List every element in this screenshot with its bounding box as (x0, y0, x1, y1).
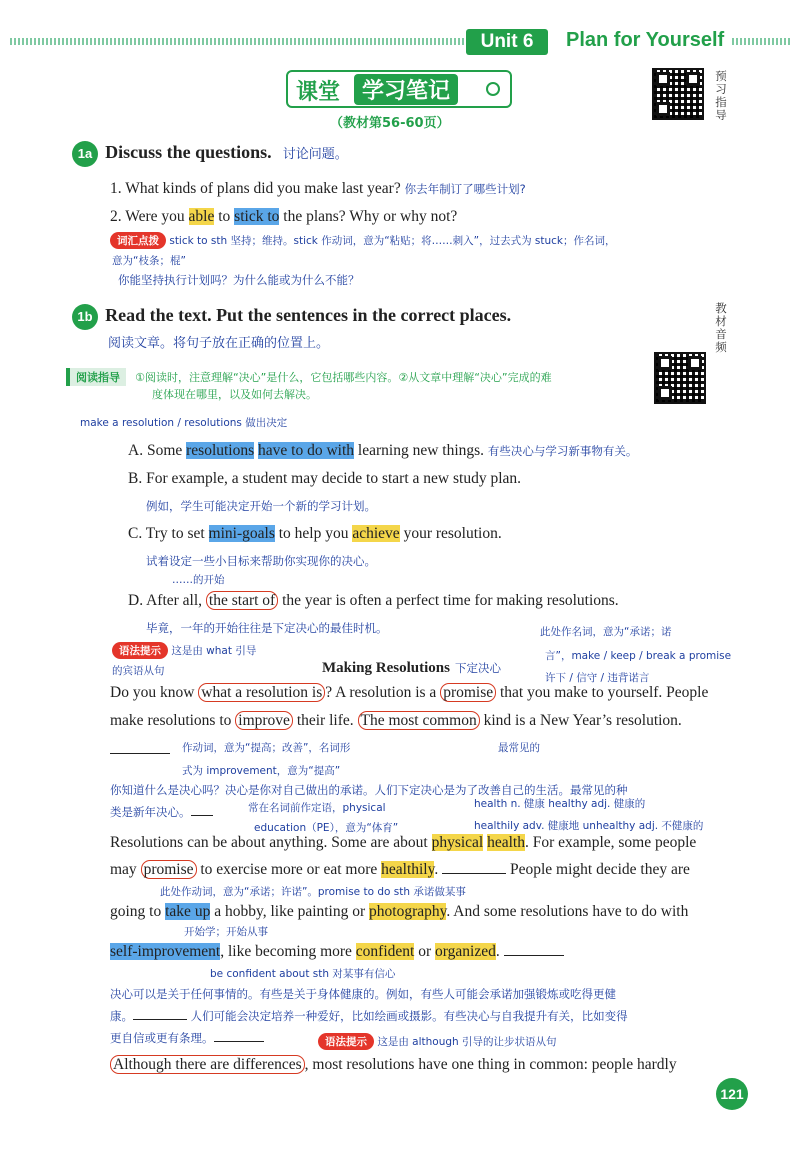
confident-note: be confident about sth 对某事有信心 (210, 968, 396, 980)
option-d (128, 592, 619, 610)
grammar-tag-2: 语法提示 (318, 1033, 374, 1050)
article-zh-2: 决心可以是关于任何事情的。有些是关于身体健康的。例如，有些人可能会承诺加强锻炼或吃得更健 (110, 987, 616, 1001)
physical-note-1: 常在名词前作定语，physical (248, 802, 386, 814)
most-common-note: 最常见的 (498, 742, 540, 754)
opt-a-part: learning new things. (354, 442, 485, 459)
circled-although-clause: Although there are differences (110, 1055, 305, 1074)
article-zh-3b-text: 人们可能会决定培养一种爱好，比如绘画或摄影。有些决心与自我提升有关，比如变得 (190, 1009, 628, 1023)
grammar-note-2 (318, 1033, 557, 1050)
health-note-2: healthily adv. 健康地 unhealthy adj. 不健康的 (474, 820, 704, 832)
article-zh-1b-text: 类是新年决心。 (110, 805, 191, 819)
highlight-confident: confident (355, 943, 415, 960)
reading-guide (66, 366, 552, 386)
art-part: ? A resolution is a (325, 684, 441, 701)
banner-right: 学习笔记 (354, 74, 458, 105)
art-part: kind is a New Year’s resolution. (479, 712, 682, 729)
article-zh-1: 你知道什么是决心吗？决心是你对自己做出的承诺。人们下定决心是为了改善自己的生活。最常见的种 (110, 783, 628, 797)
art-part: may (110, 861, 141, 878)
highlight-photography: photography (369, 903, 447, 920)
grammar-note-1 (112, 642, 256, 659)
art-part: . (495, 943, 504, 960)
opt-c-part: your resolution. (399, 525, 502, 542)
header-dotted-line (10, 38, 465, 45)
q2-part: 2. Were you (110, 208, 189, 225)
page-number: 121 (716, 1078, 748, 1110)
header-dotted-line-right (732, 38, 790, 45)
vocab-note-2: 意为“枝条；棍” (112, 255, 186, 267)
grammar-note-2-text: 这是由 although 引导的让步状语从句 (377, 1036, 557, 1048)
highlight-stick-to: stick to (234, 208, 280, 225)
q2-part: to (214, 208, 235, 225)
answer-blank-3[interactable] (504, 944, 564, 956)
opt-d-part: D. After all, (128, 592, 206, 609)
art-part: or (414, 943, 436, 960)
answer-blank-zh-2 (133, 1008, 187, 1020)
circled-promise-verb: promise (141, 860, 197, 879)
answer-blank-zh-1 (191, 804, 213, 816)
article-line-2 (110, 712, 682, 730)
article-line-3 (110, 834, 696, 852)
highlight-organized: organized (435, 943, 496, 960)
opt-a-part: A. Some (128, 442, 187, 459)
improve-note-1: 作动词，意为“提高；改善”，名词形 (182, 742, 351, 754)
highlight-have-to-do-with: have to do with (258, 442, 355, 459)
art-part: that you make to yourself. People (496, 684, 709, 701)
answer-blank-zh-3 (214, 1030, 264, 1042)
banner-left: 课堂 (296, 80, 341, 105)
section-1a-title: Discuss the questions. (105, 142, 272, 162)
article-zh-3 (110, 1008, 628, 1024)
section-badge-1a: 1a (72, 141, 98, 167)
article-line-6 (110, 943, 564, 961)
article-zh-4 (110, 1030, 264, 1046)
article-line-4 (110, 861, 690, 879)
highlight-physical: physical (431, 834, 484, 851)
question-2-zh: 你能坚持执行计划吗？为什么能或为什么不能？ (118, 273, 360, 287)
section-1b-title: Read the text. Put the sentences in the correct places. (105, 305, 512, 325)
section-1a-title-zh: 讨论问题。 (282, 147, 348, 162)
vocab-note (110, 232, 616, 249)
section-1b-title-zh: 阅读文章。将句子放在正确的位置上。 (108, 336, 330, 351)
health-note-1: health n. 健康 healthy adj. 健康的 (474, 798, 646, 810)
qr2-label: 教材音频 (715, 301, 727, 354)
banner-pages: （教材第56-60页） (330, 116, 450, 131)
art-part: . For example, some people (524, 834, 697, 851)
section-1a-header (72, 141, 348, 167)
qr-code-icon[interactable] (652, 68, 704, 120)
article-title-text: Making Resolutions (322, 660, 450, 676)
art-part: Resolutions can be about anything. Some are about (110, 834, 432, 851)
question-1 (110, 180, 526, 198)
grammar-tag: 语法提示 (112, 642, 168, 659)
art-part: to exercise more or eat more (196, 861, 382, 878)
option-b-zh: 例如，学生可能决定开始一个新的学习计划。 (146, 499, 376, 513)
article-zh-4-text: 更自信或更有条理。 (110, 1031, 214, 1045)
answer-blank-1[interactable] (110, 742, 170, 754)
art-part: , most resolutions have one thing in common: people hardly (304, 1056, 677, 1073)
article-line-5 (110, 903, 688, 921)
circled-promise: promise (440, 683, 496, 702)
option-d-zh: 毕竟，一年的开始往往是下定决心的最佳时机。 (146, 621, 388, 635)
section-1b-header (72, 304, 511, 330)
option-a (128, 442, 637, 460)
question-1-text: 1. What kinds of plans did you make last year? (110, 180, 401, 197)
unit-tab: Unit 6 (466, 29, 548, 55)
section-badge-1b: 1b (72, 304, 98, 330)
note-start-of: ……的开始 (172, 574, 225, 586)
q2-part: the plans? Why or why not? (279, 208, 458, 225)
qr1-label: 预习指导 (715, 69, 727, 122)
promise-verb-note: 此处作动词，意为“承诺；许诺”。promise to do sth 承诺做某事 (160, 886, 466, 898)
highlight-able: able (188, 208, 215, 225)
art-part: their life. (292, 712, 358, 729)
reading-guide-text-2: 度体现在哪里，以及如何去解决。 (152, 388, 317, 401)
art-part: People might decide they are (506, 861, 690, 878)
highlight-mini-goals: mini-goals (208, 525, 275, 542)
option-c (128, 525, 502, 543)
magnifier-icon (486, 82, 500, 96)
opt-c-part: C. Try to set (128, 525, 209, 542)
take-up-note: 开始学；开始从事 (184, 926, 268, 938)
note-resolution: make a resolution / resolutions 做出决定 (80, 417, 288, 429)
highlight-take-up: take up (165, 903, 211, 920)
circled-the-start-of: the start of (206, 591, 278, 610)
art-part: , like becoming more (220, 943, 356, 960)
highlight-achieve: achieve (352, 525, 400, 542)
question-2 (110, 208, 457, 226)
banner (286, 70, 512, 108)
vocab-note-text: stick to sth 坚持；维持。stick 作动词，意为“粘贴；将……刺入”，过去式为 stuck；作名词， (169, 235, 616, 247)
promise-note-1: 此处作名词，意为“承诺；诺 (540, 626, 672, 638)
answer-blank-2[interactable] (442, 862, 506, 874)
art-part: a hobby, like painting or (210, 903, 370, 920)
article-title-zh: 下定决心 (455, 661, 502, 675)
reading-guide-tag: 阅读指导 (66, 368, 126, 386)
circled-the-most-common: The most common (358, 711, 480, 730)
article-line-7 (110, 1056, 677, 1074)
circled-improve: improve (235, 711, 293, 730)
opt-d-part: the year is often a perfect time for making resolutions. (278, 592, 619, 609)
article-title (322, 657, 501, 677)
circled-what-a-resolution-is: what a resolution is (198, 683, 325, 702)
option-a-zh: 有些决心与学习新事物有关。 (487, 444, 638, 458)
unit-title: Plan for Yourself (566, 29, 725, 51)
article-line-1 (110, 684, 708, 702)
opt-c-part: to help you (274, 525, 353, 542)
option-c-zh: 试着设定一些小目标来帮助你实现你的决心。 (146, 554, 376, 568)
qr-code-icon[interactable] (654, 352, 706, 404)
promise-note-3: 许下 / 信守 / 违背诺言 (545, 672, 650, 684)
art-part: . (434, 861, 443, 878)
art-part: . And some resolutions have to do with (446, 903, 689, 920)
article-zh-1b (110, 804, 213, 820)
art-part: going to (110, 903, 166, 920)
highlight-healthily: healthily (381, 861, 435, 878)
reading-guide-text: ①阅读时，注意理解“决心”是什么，它包括哪些内容。②从文章中理解“决心”完成的难 (135, 371, 552, 384)
grammar-note-text: 这是由 what 引导 (171, 645, 257, 657)
art-part: make resolutions to (110, 712, 236, 729)
option-b: B. For example, a student may decide to start a new study plan. (128, 470, 522, 487)
art-part: Do you know (110, 684, 199, 701)
highlight-resolutions: resolutions (186, 442, 255, 459)
highlight-health: health (487, 834, 525, 851)
physical-note-2: education（PE），意为“体育” (254, 822, 399, 834)
grammar-note-1b: 的宾语从句 (112, 665, 165, 677)
question-1-zh: 你去年制订了哪些计划? (404, 182, 526, 196)
promise-note-2: 言”，make / keep / break a promise (545, 650, 732, 662)
highlight-self-improvement: self-improvement (110, 943, 221, 960)
improve-note-2: 式为 improvement，意为“提高” (182, 765, 341, 777)
vocab-tag: 词汇点拨 (110, 232, 166, 249)
article-zh-3-text: 康。 (110, 1009, 133, 1023)
